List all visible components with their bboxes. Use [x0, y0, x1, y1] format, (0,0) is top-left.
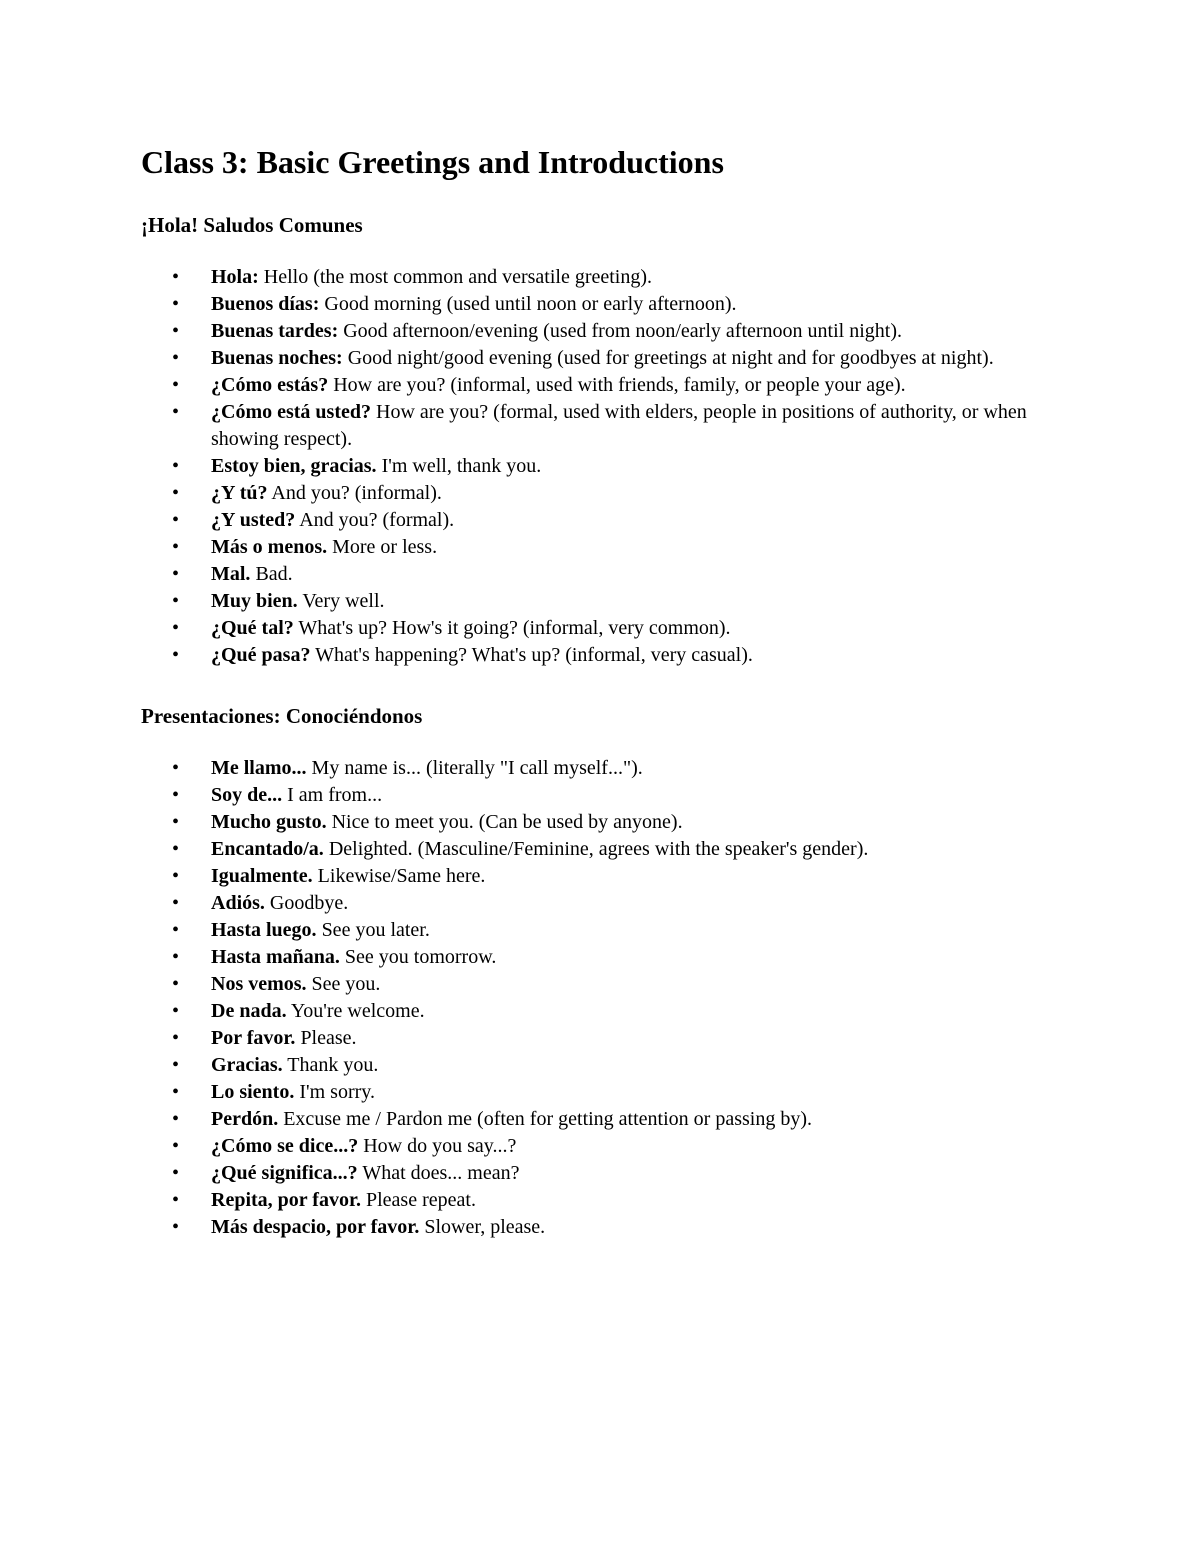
- document-content: [141, 138, 1061, 1241]
- list-item: [141, 917, 1061, 944]
- vocab-definition: Bad.: [255, 563, 293, 585]
- vocab-definition: See you later.: [321, 919, 430, 941]
- list-item: [141, 971, 1061, 998]
- list-item: [141, 1214, 1061, 1241]
- vocab-term: ¿Cómo estás?: [211, 374, 329, 396]
- list-item: [141, 399, 1061, 453]
- vocab-definition: Goodbye.: [269, 892, 349, 914]
- section-heading-saludos: ¡Hola! Saludos Comunes: [141, 213, 363, 237]
- vocab-term: Igualmente.: [211, 865, 313, 887]
- vocab-definition: Good morning (used until noon or early afternoon).: [324, 293, 737, 315]
- vocab-definition: Excuse me / Pardon me (often for getting attention or passing by).: [283, 1108, 812, 1130]
- vocab-definition: And you? (formal).: [299, 509, 455, 531]
- vocab-term: Más despacio, por favor.: [211, 1216, 420, 1238]
- vocab-term: ¿Qué pasa?: [211, 644, 311, 666]
- list-item: [141, 1106, 1061, 1133]
- vocab-term: Por favor.: [211, 1027, 296, 1049]
- list-item: [141, 615, 1061, 642]
- vocab-definition: Likewise/Same here.: [317, 865, 486, 887]
- vocab-term: Mal.: [211, 563, 251, 585]
- vocab-term: Hasta mañana.: [211, 946, 340, 968]
- vocab-definition: I'm well, thank you.: [381, 455, 542, 477]
- list-item: [141, 534, 1061, 561]
- vocab-term: Hola:: [211, 266, 259, 288]
- list-item: [141, 890, 1061, 917]
- vocab-term: Estoy bien, gracias.: [211, 455, 377, 477]
- page-title: Class 3: Basic Greetings and Introductions: [141, 144, 724, 180]
- vocab-term: Adiós.: [211, 892, 265, 914]
- vocab-definition: See you tomorrow.: [344, 946, 497, 968]
- vocab-definition: Slower, please.: [424, 1216, 546, 1238]
- vocab-definition: See you.: [311, 973, 381, 995]
- vocab-term: Buenos días:: [211, 293, 320, 315]
- vocab-definition: What's happening? What's up? (informal, very casual).: [315, 644, 753, 666]
- vocab-term: Repita, por favor.: [211, 1189, 361, 1211]
- list-item: [141, 809, 1061, 836]
- vocab-definition: How are you? (informal, used with friends, family, or people your age).: [333, 374, 906, 396]
- vocab-term: Perdón.: [211, 1108, 279, 1130]
- vocab-term: ¿Cómo se dice...?: [211, 1135, 359, 1157]
- vocab-term: Buenas noches:: [211, 347, 343, 369]
- vocab-term: Lo siento.: [211, 1081, 295, 1103]
- list-item: [141, 1133, 1061, 1160]
- vocab-definition: You're welcome.: [290, 1000, 425, 1022]
- list-item: [141, 755, 1061, 782]
- vocab-term: ¿Y usted?: [211, 509, 296, 531]
- list-item: [141, 453, 1061, 480]
- vocab-definition: Delighted. (Masculine/Feminine, agrees with the speaker's gender).: [328, 838, 869, 860]
- list-item: [141, 588, 1061, 615]
- vocab-term: De nada.: [211, 1000, 287, 1022]
- vocab-term: Soy de...: [211, 784, 283, 806]
- greetings-list: [141, 264, 1061, 669]
- vocab-term: Encantado/a.: [211, 838, 324, 860]
- list-item: [141, 1160, 1061, 1187]
- vocab-definition: Good afternoon/evening (used from noon/early afternoon until night).: [343, 320, 902, 342]
- vocab-definition: My name is... (literally "I call myself...").: [311, 757, 643, 779]
- vocab-term: Gracias.: [211, 1054, 283, 1076]
- list-item: [141, 836, 1061, 863]
- vocab-definition: Please.: [300, 1027, 357, 1049]
- list-item: [141, 561, 1061, 588]
- vocab-definition: How do you say...?: [363, 1135, 517, 1157]
- vocab-term: Me llamo...: [211, 757, 307, 779]
- vocab-definition: I'm sorry.: [299, 1081, 375, 1103]
- list-item: [141, 372, 1061, 399]
- list-item: [141, 642, 1061, 669]
- list-item: [141, 944, 1061, 971]
- vocab-term: ¿Qué tal?: [211, 617, 294, 639]
- vocab-definition: And you? (informal).: [271, 482, 442, 504]
- list-item: [141, 318, 1061, 345]
- vocab-term: Hasta luego.: [211, 919, 317, 941]
- list-item: [141, 480, 1061, 507]
- list-item: [141, 291, 1061, 318]
- vocab-term: Mucho gusto.: [211, 811, 327, 833]
- list-item: [141, 1079, 1061, 1106]
- list-item: [141, 1052, 1061, 1079]
- vocab-definition: What does... mean?: [362, 1162, 520, 1184]
- vocab-definition: Please repeat.: [366, 1189, 476, 1211]
- list-item: [141, 1025, 1061, 1052]
- vocab-term: Buenas tardes:: [211, 320, 339, 342]
- vocab-definition: Thank you.: [287, 1054, 379, 1076]
- vocab-term: Nos vemos.: [211, 973, 307, 995]
- list-item: [141, 998, 1061, 1025]
- list-item: [141, 1187, 1061, 1214]
- vocab-term: ¿Qué significa...?: [211, 1162, 358, 1184]
- vocab-term: ¿Y tú?: [211, 482, 268, 504]
- vocab-definition: I am from...: [287, 784, 383, 806]
- list-item: [141, 507, 1061, 534]
- introductions-list: [141, 755, 1061, 1241]
- vocab-definition: Nice to meet you. (Can be used by anyone).: [331, 811, 683, 833]
- vocab-term: Más o menos.: [211, 536, 328, 558]
- list-item: [141, 264, 1061, 291]
- vocab-definition: Hello (the most common and versatile greeting).: [263, 266, 653, 288]
- list-item: [141, 782, 1061, 809]
- vocab-definition: How are you? (formal, used with elders, people in positions of authority, or when showing respect).: [211, 401, 1027, 450]
- list-item: [141, 345, 1061, 372]
- vocab-definition: What's up? How's it going? (informal, very common).: [298, 617, 731, 639]
- vocab-definition: Very well.: [302, 590, 385, 612]
- list-item: [141, 863, 1061, 890]
- section-heading-presentaciones: Presentaciones: Conociéndonos: [141, 704, 423, 728]
- vocab-term: Muy bien.: [211, 590, 298, 612]
- vocab-definition: Good night/good evening (used for greetings at night and for goodbyes at night).: [347, 347, 994, 369]
- vocab-term: ¿Cómo está usted?: [211, 401, 371, 423]
- vocab-definition: More or less.: [332, 536, 438, 558]
